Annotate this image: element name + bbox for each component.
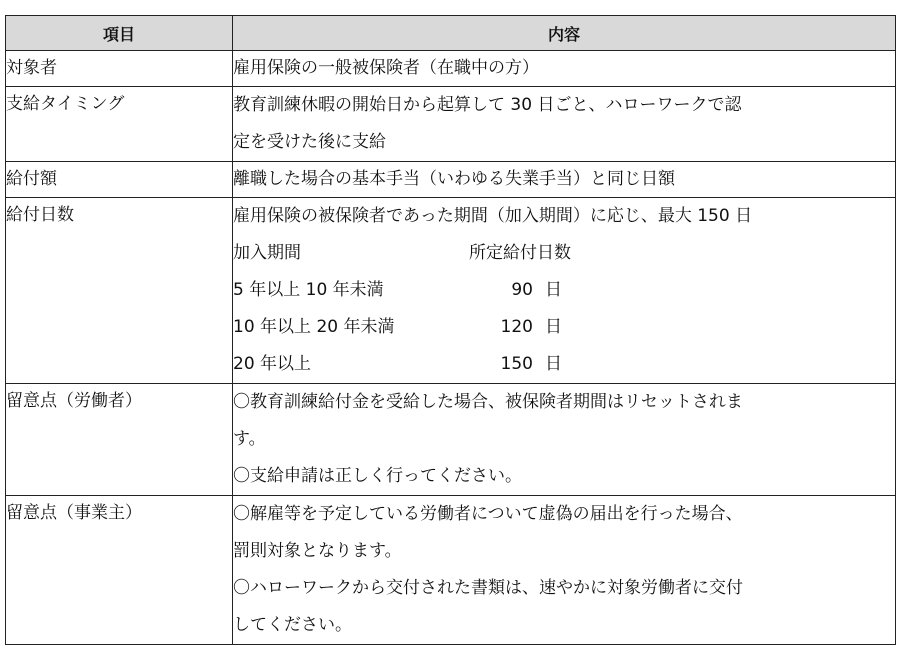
period-label: 5 年以上 10 年未満 xyxy=(233,280,384,300)
row-content xyxy=(233,87,896,162)
content-line: 教育訓練休暇の開始日から起算して 30 日ごと、ハローワークで認 xyxy=(233,95,742,115)
content-line: 〇教育訓練給付金を受給した場合、被保険者期間はリセットされま xyxy=(233,392,743,412)
period-row xyxy=(233,272,895,309)
days-value: 150 xyxy=(500,354,533,374)
content-line: す。 xyxy=(233,429,266,449)
days-value: 90 xyxy=(511,280,533,300)
content-line: してください。 xyxy=(233,615,352,635)
row-content xyxy=(233,51,896,87)
period-label: 20 年以上 xyxy=(233,354,312,374)
period-row xyxy=(233,309,895,346)
period-table-head xyxy=(233,235,895,272)
row-label: 留意点（労働者） xyxy=(6,384,233,496)
period-row xyxy=(233,346,895,383)
days-unit: 日 xyxy=(545,317,562,337)
row-content xyxy=(233,162,896,198)
row-amount xyxy=(6,162,896,198)
row-notes-employer xyxy=(6,496,896,645)
content-line: 〇ハローワークから交付された書類は、速やかに対象労働者に交付 xyxy=(233,578,743,598)
row-label: 給付額 xyxy=(6,162,233,198)
content-line: 離職した場合の基本手当（いわゆる失業手当）と同じ日額 xyxy=(233,169,675,189)
info-table xyxy=(5,15,896,645)
content-line: 〇解雇等を予定している労働者について虚偽の届出を行った場合、 xyxy=(233,504,743,524)
row-label: 留意点（事業主） xyxy=(6,496,233,645)
content-line: 〇支給申請は正しく行ってください。 xyxy=(233,466,522,486)
row-days xyxy=(6,198,896,384)
row-content xyxy=(233,496,896,645)
row-label: 対象者 xyxy=(6,51,233,87)
row-label: 給付日数 xyxy=(6,198,233,384)
row-label: 支給タイミング xyxy=(6,87,233,162)
content-line: 定を受けた後に支給 xyxy=(233,132,386,152)
content-line: 罰則対象となります。 xyxy=(233,541,402,561)
content-line: 雇用保険の一般被保険者（在職中の方） xyxy=(233,58,539,78)
days-head-label: 所定給付日数 xyxy=(469,243,571,263)
days-unit: 日 xyxy=(545,280,562,300)
row-content xyxy=(233,384,896,496)
content-line: 雇用保険の被保険者であった期間（加入期間）に応じ、最大 150 日 xyxy=(233,206,753,226)
header-row xyxy=(6,16,896,51)
period-head-label: 加入期間 xyxy=(233,243,301,263)
row-content xyxy=(233,198,896,384)
period-label: 10 年以上 20 年未満 xyxy=(233,317,395,337)
row-target xyxy=(6,51,896,87)
row-notes-worker xyxy=(6,384,896,496)
days-unit: 日 xyxy=(545,354,562,374)
row-timing xyxy=(6,87,896,162)
days-value: 120 xyxy=(500,317,533,337)
header-content: 内容 xyxy=(233,16,896,51)
header-item: 項目 xyxy=(6,16,233,51)
